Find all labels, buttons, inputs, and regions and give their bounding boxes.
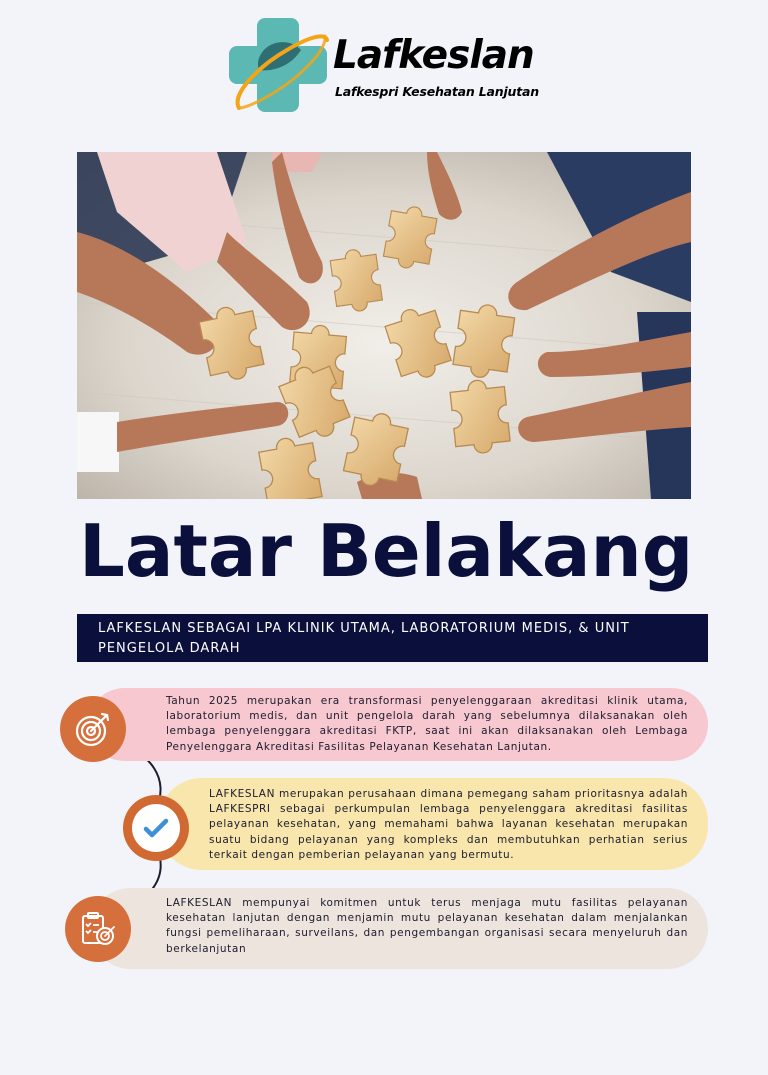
page-title: Latar Belakang [79, 509, 694, 593]
checkmark-badge-inner [132, 804, 180, 852]
target-icon [73, 709, 113, 749]
target-badge [60, 696, 126, 762]
medical-cross-logo-icon [229, 14, 329, 114]
info-card-1-text: Tahun 2025 merupakan era transformasi penyelenggaraan akreditasi klinik utama, laboratorium medis, dan unit pengelola darah yang sebelumnya dilaksanakan oleh lembaga penyelenggara akreditasi FKTP, saat ini akan dilaksanakan oleh Lembaga Penyelenggara Akreditasi Fasilitas Pelayanan Kesehatan Lanjutan. [166, 695, 688, 753]
checkmark-icon [141, 813, 171, 843]
puzzle-hands-illustration [77, 152, 691, 499]
info-card-2 [158, 778, 708, 870]
subtitle-banner: LAFKESLAN SEBAGAI LPA KLINIK UTAMA, LABORATORIUM MEDIS, & UNIT PENGELOLA DARAH [77, 614, 708, 662]
brand-tagline: Lafkespri Kesehatan Lanjutan [335, 84, 539, 99]
brand-logo [229, 14, 539, 114]
brand-name: Lafkeslan [333, 33, 534, 78]
info-card-1 [88, 688, 708, 761]
info-card-3 [90, 888, 708, 969]
checklist-target-badge [65, 896, 131, 962]
checklist-target-icon [78, 909, 118, 949]
hero-photo [77, 152, 691, 499]
info-card-2-text: LAFKESLAN merupakan perusahaan dimana pemegang saham prioritasnya adalah LAFKESPRI sebagai perkumpulan lembaga penyelenggara akreditasi fasilitas pelayanan kesehatan, yang memahami bahwa layanan kesehatan merupakan suatu bidang pelayanan yang kompleks dan membutuhkan perhatian serius terkait dengan pemberian pelayanan yang bermutu. [209, 788, 688, 861]
info-card-3-text: LAFKESLAN mempunyai komitmen untuk terus menjaga mutu fasilitas pelayanan kesehatan lanjutan dengan menjamin mutu pelayanan kesehatan dalam menjalankan fungsi pemeliharaan, surveilans, dan pengembangan organisasi secara menyeluruh dan berkelanjutan [166, 897, 688, 955]
checkmark-badge [123, 795, 189, 861]
